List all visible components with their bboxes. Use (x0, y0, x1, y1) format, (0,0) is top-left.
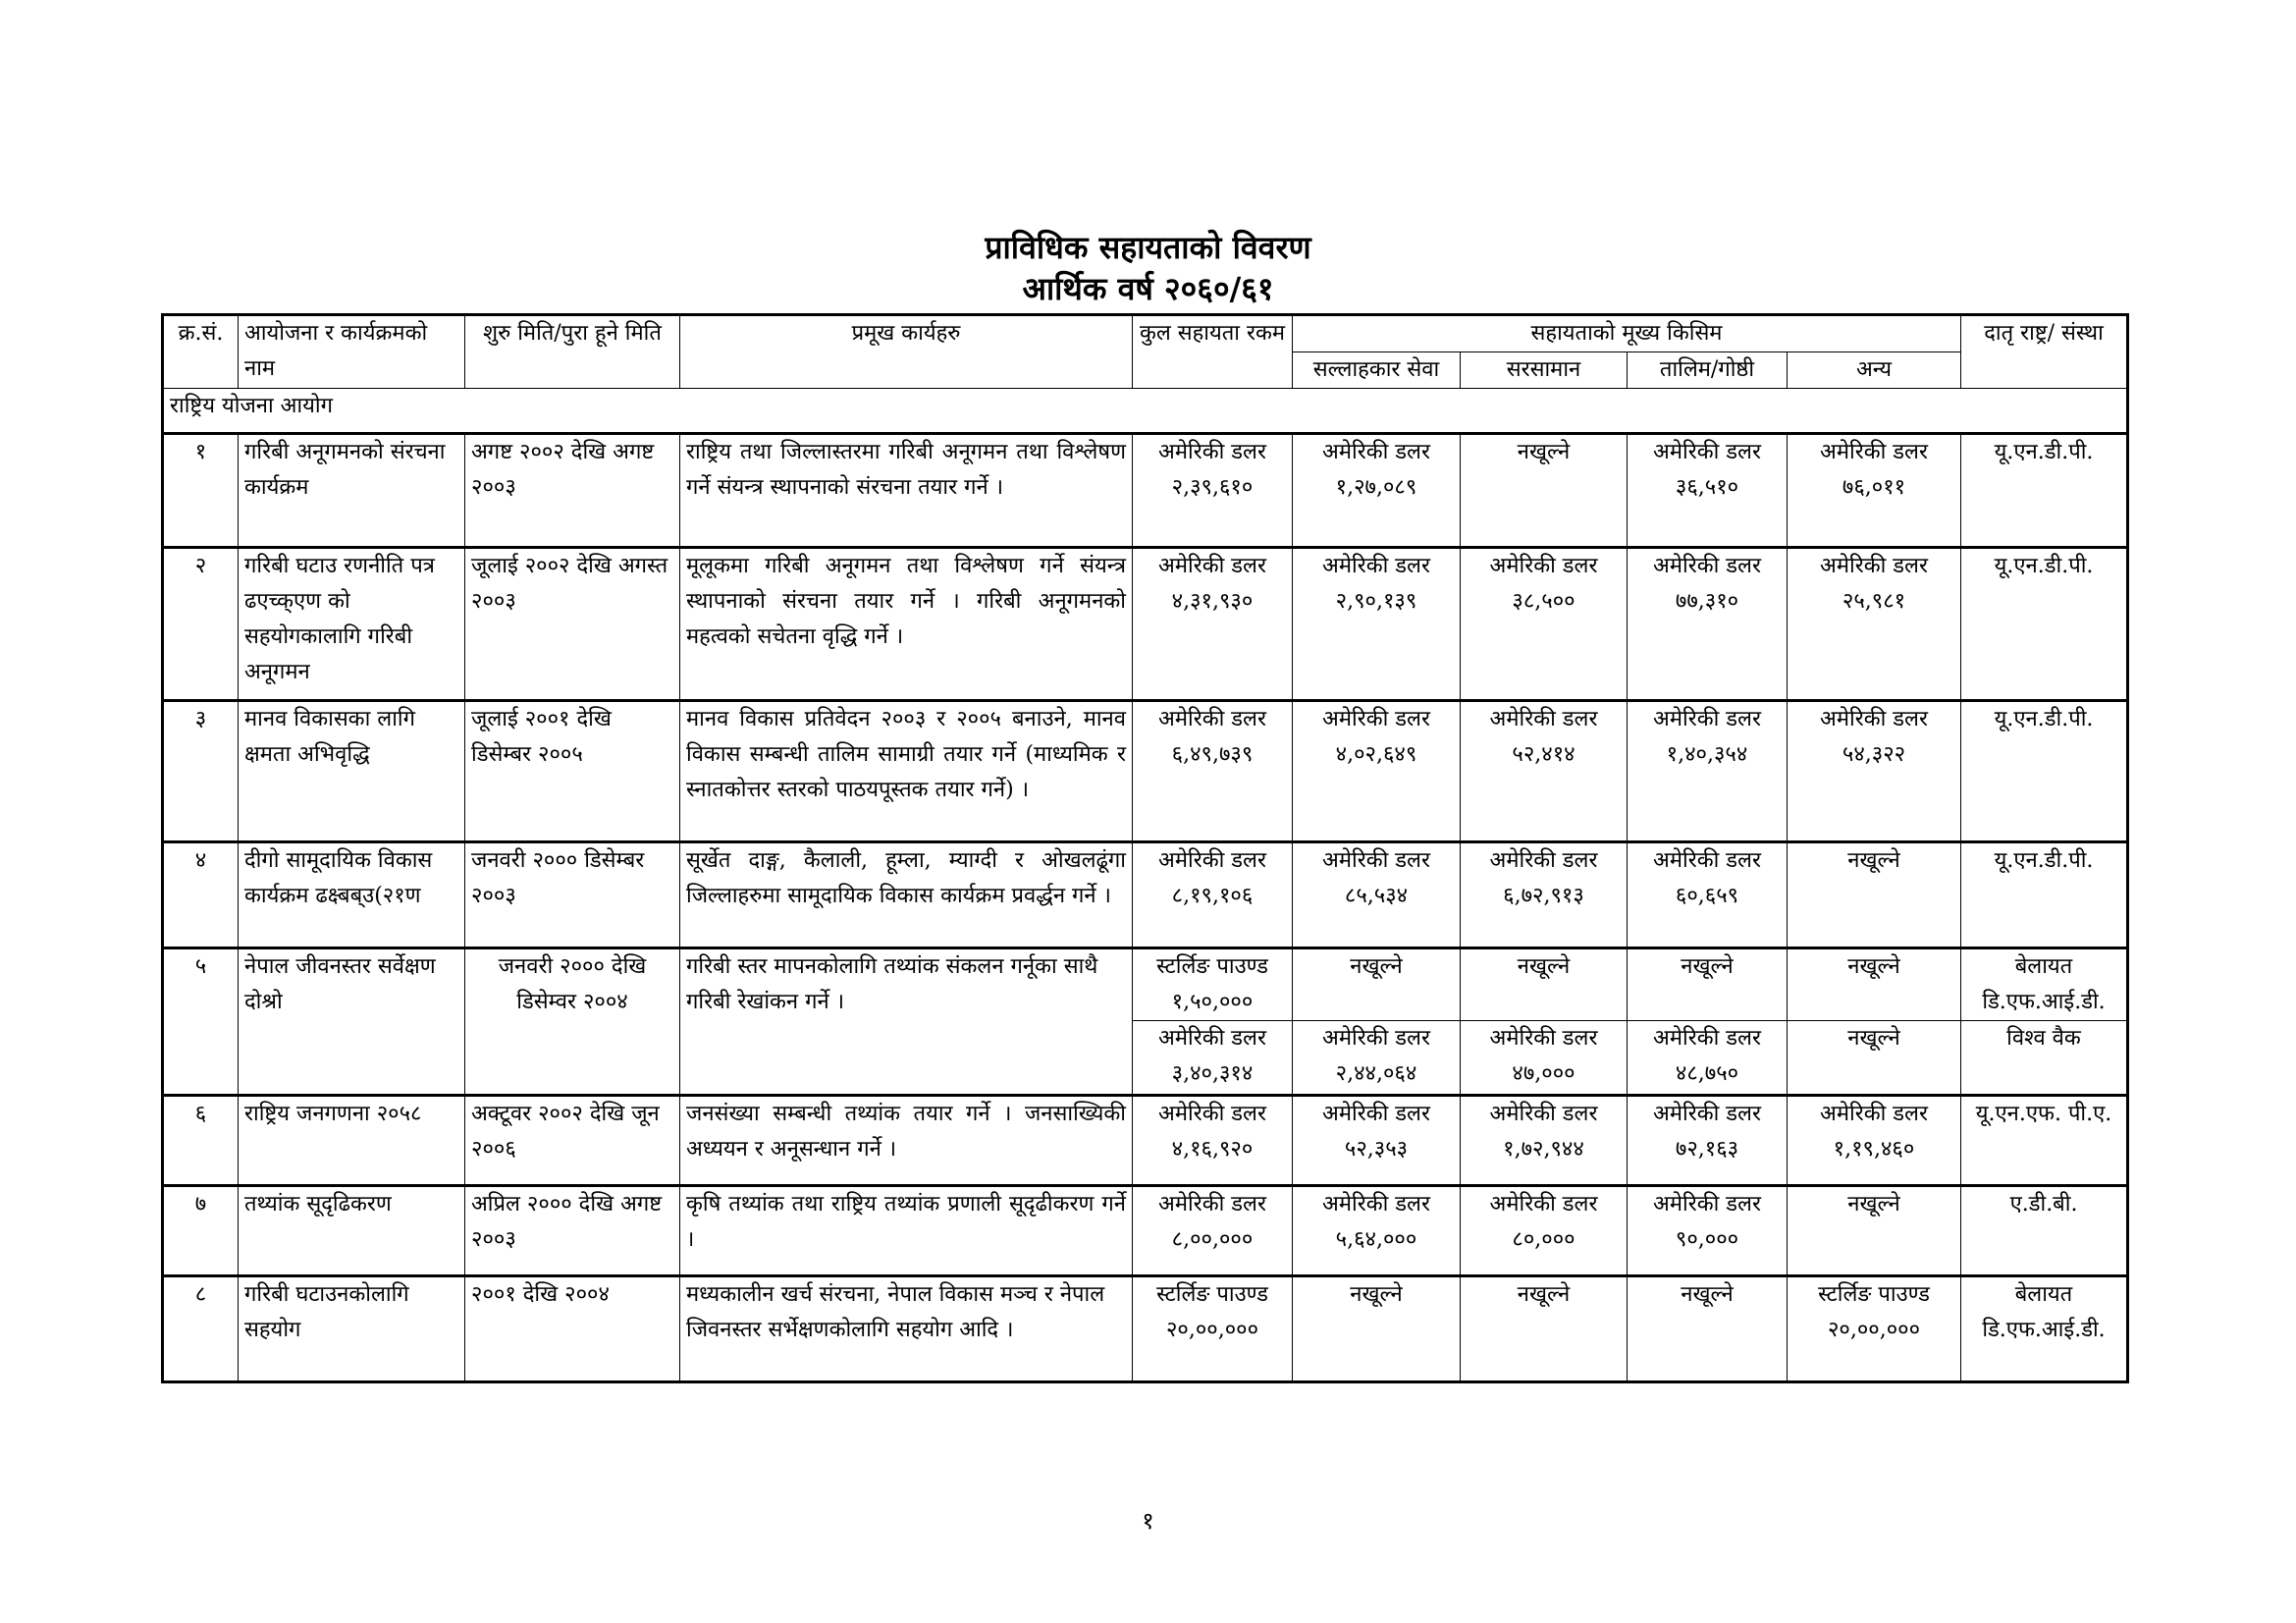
cell-total: अमेरिकी डलर ६,४९,७३९ (1133, 701, 1293, 842)
cell-project: गरिबी घटाउनकोलागि सहयोग (239, 1276, 465, 1382)
cell-consultancy: अमेरिकी डलर २,४४,०६४ (1293, 1021, 1461, 1096)
cell-dates: जूलाई २००२ देखि अगस्त २००३ (465, 548, 680, 701)
cell-project: गरिबी अनूगमनको संरचना कार्यक्रम (239, 434, 465, 548)
cell-equipment: अमेरिकी डलर ३८,५०० (1461, 548, 1628, 701)
table-row (163, 948, 2128, 1021)
cell-consultancy: अमेरिकी डलर ८५,५३४ (1293, 842, 1461, 948)
cell-activities: जनसंख्या सम्बन्धी तथ्यांक तयार गर्ने । जनसाख्यिकी अध्ययन र अनूसन्धान गर्ने । (680, 1096, 1133, 1186)
cell-consultancy: अमेरिकी डलर १,२७,०८९ (1293, 434, 1461, 548)
header-equipment: सरसामान (1461, 352, 1628, 389)
cell-other: नखूल्ने (1788, 1021, 1961, 1096)
cell-equipment: नखूल्ने (1461, 1276, 1628, 1382)
cell-dates: जनवरी २००० देखि डिसेम्वर २००४ (465, 948, 680, 1096)
cell-dates: २००१ देखि २००४ (465, 1276, 680, 1382)
cell-other: नखूल्ने (1788, 948, 1961, 1021)
cell-total: अमेरिकी डलर ८,००,००० (1133, 1186, 1293, 1276)
cell-consultancy: अमेरिकी डलर ४,०२,६४९ (1293, 701, 1461, 842)
cell-activities: मध्यकालीन खर्च संरचना, नेपाल विकास मञ्च र नेपाल जिवनस्तर सर्भेक्षणकोलागि सहयोग आदि । (680, 1276, 1133, 1382)
cell-consultancy: अमेरिकी डलर ५,६४,००० (1293, 1186, 1461, 1276)
header-sn: क्र.सं. (163, 315, 239, 389)
section-label: राष्ट्रिय योजना आयोग (163, 389, 2128, 434)
fiscal-year-subtitle: आर्थिक वर्ष २०६०/६१ (1022, 270, 1274, 307)
table-row (163, 548, 2128, 701)
cell-training: नखूल्ने (1628, 1276, 1788, 1382)
cell-dates: अक्टूवर २००२ देखि जून २००६ (465, 1096, 680, 1186)
cell-other: अमेरिकी डलर ५४,३२२ (1788, 701, 1961, 842)
header-other: अन्य (1788, 352, 1961, 389)
table-row (163, 842, 2128, 948)
cell-sn: ८ (163, 1276, 239, 1382)
cell-sn: ६ (163, 1096, 239, 1186)
cell-consultancy: नखूल्ने (1293, 948, 1461, 1021)
cell-donor: यू.एन.डी.पी. (1961, 701, 2128, 842)
cell-donor: ए.डी.बी. (1961, 1186, 2128, 1276)
cell-activities: राष्ट्रिय तथा जिल्लास्तरमा गरिबी अनूगमन तथा विश्लेषण गर्ने संयन्त्र स्थापनाको संरचना तयार गर्ने । (680, 434, 1133, 548)
cell-equipment: नखूल्ने (1461, 434, 1628, 548)
cell-total: अमेरिकी डलर २,३९,६१० (1133, 434, 1293, 548)
cell-activities: गरिबी स्तर मापनकोलागि तथ्यांक संकलन गर्नूका साथै गरिबी रेखांकन गर्ने । (680, 948, 1133, 1096)
cell-training: अमेरिकी डलर ७२,१६३ (1628, 1096, 1788, 1186)
cell-other: अमेरिकी डलर ७६,०११ (1788, 434, 1961, 548)
header-total: कुल सहायता रकम (1133, 315, 1293, 389)
cell-consultancy: अमेरिकी डलर २,९०,१३९ (1293, 548, 1461, 701)
cell-sn: ३ (163, 701, 239, 842)
cell-total: अमेरिकी डलर ३,४०,३१४ (1133, 1021, 1293, 1096)
table-row (163, 1186, 2128, 1276)
cell-activities: मानव विकास प्रतिवेदन २००३ र २००५ बनाउने, मानव विकास सम्बन्धी तालिम सामाग्री तयार गर्ने (माध्यमिक र स्नातकोत्तर स्तरको पाठयपूस्तक तयार गर्ने) । (680, 701, 1133, 842)
cell-sn: ७ (163, 1186, 239, 1276)
cell-dates: अगष्ट २००२ देखि अगष्ट २००३ (465, 434, 680, 548)
page-number: १ (1142, 1507, 1154, 1535)
header-activities: प्रमूख कार्यहरु (680, 315, 1133, 389)
cell-training: नखूल्ने (1628, 948, 1788, 1021)
cell-sn: २ (163, 548, 239, 701)
cell-donor: यू.एन.डी.पी. (1961, 842, 2128, 948)
cell-activities: कृषि तथ्यांक तथा राष्ट्रिय तथ्यांक प्रणाली सूदृढीकरण गर्ने । (680, 1186, 1133, 1276)
cell-dates: जनवरी २००० डिसेम्बर २००३ (465, 842, 680, 948)
cell-consultancy: अमेरिकी डलर ५२,३५३ (1293, 1096, 1461, 1186)
cell-activities: मूलूकमा गरिबी अनूगमन तथा विश्लेषण गर्ने संयन्त्र स्थापनाको संरचना तयार गर्ने । गरिबी अनूगमनको महत्वको सचेतना वृद्धि गर्ने । (680, 548, 1133, 701)
cell-total: अमेरिकी डलर ४,३१,९३० (1133, 548, 1293, 701)
cell-donor: विश्व वैक (1961, 1021, 2128, 1096)
document-title: प्राविधिक सहायताको विवरण (985, 229, 1311, 266)
header-project: आयोजना र कार्यक्रमको नाम (239, 315, 465, 389)
cell-sn: ५ (163, 948, 239, 1096)
table-row (163, 701, 2128, 842)
cell-equipment: अमेरिकी डलर ६,७२,९१३ (1461, 842, 1628, 948)
cell-training: अमेरिकी डलर ३६,५१० (1628, 434, 1788, 548)
cell-project: दीगो सामूदायिक विकास कार्यक्रम ढक्ष्बब्उ(२१ण (239, 842, 465, 948)
cell-donor: बेलायत डि.एफ.आई.डी. (1961, 948, 2128, 1021)
cell-other: अमेरिकी डलर २५,९८१ (1788, 548, 1961, 701)
cell-other: नखूल्ने (1788, 1186, 1961, 1276)
cell-donor: बेलायत डि.एफ.आई.डी. (1961, 1276, 2128, 1382)
cell-total: स्टर्लिङ पाउण्ड २०,००,००० (1133, 1276, 1293, 1382)
table-row (163, 1276, 2128, 1382)
cell-activities: सूर्खेत दाङ्ग, कैलाली, हूम्ला, म्याग्दी र ओखलढूंगा जिल्लाहरुमा सामूदायिक विकास कार्यक्रम प्रवर्द्धन गर्ने । (680, 842, 1133, 948)
cell-dates: जूलाई २००१ देखि डिसेम्बर २००५ (465, 701, 680, 842)
cell-dates: अप्रिल २००० देखि अगष्ट २००३ (465, 1186, 680, 1276)
cell-total: अमेरिकी डलर ८,१९,१०६ (1133, 842, 1293, 948)
cell-training: अमेरिकी डलर ७७,३१० (1628, 548, 1788, 701)
cell-project: नेपाल जीवनस्तर सर्वेक्षण दोश्रो (239, 948, 465, 1096)
cell-sn: ४ (163, 842, 239, 948)
cell-equipment: अमेरिकी डलर ५२,४१४ (1461, 701, 1628, 842)
cell-project: तथ्यांक सूदृढिकरण (239, 1186, 465, 1276)
cell-equipment: नखूल्ने (1461, 948, 1628, 1021)
cell-sn: १ (163, 434, 239, 548)
cell-equipment: अमेरिकी डलर १,७२,९४४ (1461, 1096, 1628, 1186)
cell-project: मानव विकासका लागि क्षमता अभिवृद्धि (239, 701, 465, 842)
table-row (163, 434, 2128, 548)
cell-equipment: अमेरिकी डलर ८०,००० (1461, 1186, 1628, 1276)
cell-project: राष्ट्रिय जनगणना २०५८ (239, 1096, 465, 1186)
cell-training: अमेरिकी डलर ९०,००० (1628, 1186, 1788, 1276)
cell-donor: यू.एन.डी.पी. (1961, 548, 2128, 701)
cell-project: गरिबी घटाउ रणनीति पत्र ढएच्क्एण को सहयोगकालागि गरिबी अनूगमन (239, 548, 465, 701)
header-assistance-types: सहायताको मूख्य किसिम (1293, 315, 1961, 352)
cell-other: नखूल्ने (1788, 842, 1961, 948)
header-donor: दातृ राष्ट्र/ संस्था (1961, 315, 2128, 389)
header-dates: शुरु मिति/पुरा हूने मिति (465, 315, 680, 389)
cell-training: अमेरिकी डलर ६०,६५९ (1628, 842, 1788, 948)
cell-equipment: अमेरिकी डलर ४७,००० (1461, 1021, 1628, 1096)
cell-total: अमेरिकी डलर ४,१६,९२० (1133, 1096, 1293, 1186)
cell-other: स्टर्लिङ पाउण्ड २०,००,००० (1788, 1276, 1961, 1382)
cell-donor: यू.एन.डी.पी. (1961, 434, 2128, 548)
cell-donor: यू.एन.एफ. पी.ए. (1961, 1096, 2128, 1186)
cell-consultancy: नखूल्ने (1293, 1276, 1461, 1382)
table-row (163, 1096, 2128, 1186)
header-consultancy: सल्लाहकार सेवा (1293, 352, 1461, 389)
cell-training: अमेरिकी डलर १,४०,३५४ (1628, 701, 1788, 842)
cell-other: अमेरिकी डलर १,१९,४६० (1788, 1096, 1961, 1186)
header-training: तालिम/गोष्ठी (1628, 352, 1788, 389)
cell-training: अमेरिकी डलर ४८,७५० (1628, 1021, 1788, 1096)
assistance-table (161, 313, 2129, 1383)
cell-total: स्टर्लिङ पाउण्ड १,५०,००० (1133, 948, 1293, 1021)
